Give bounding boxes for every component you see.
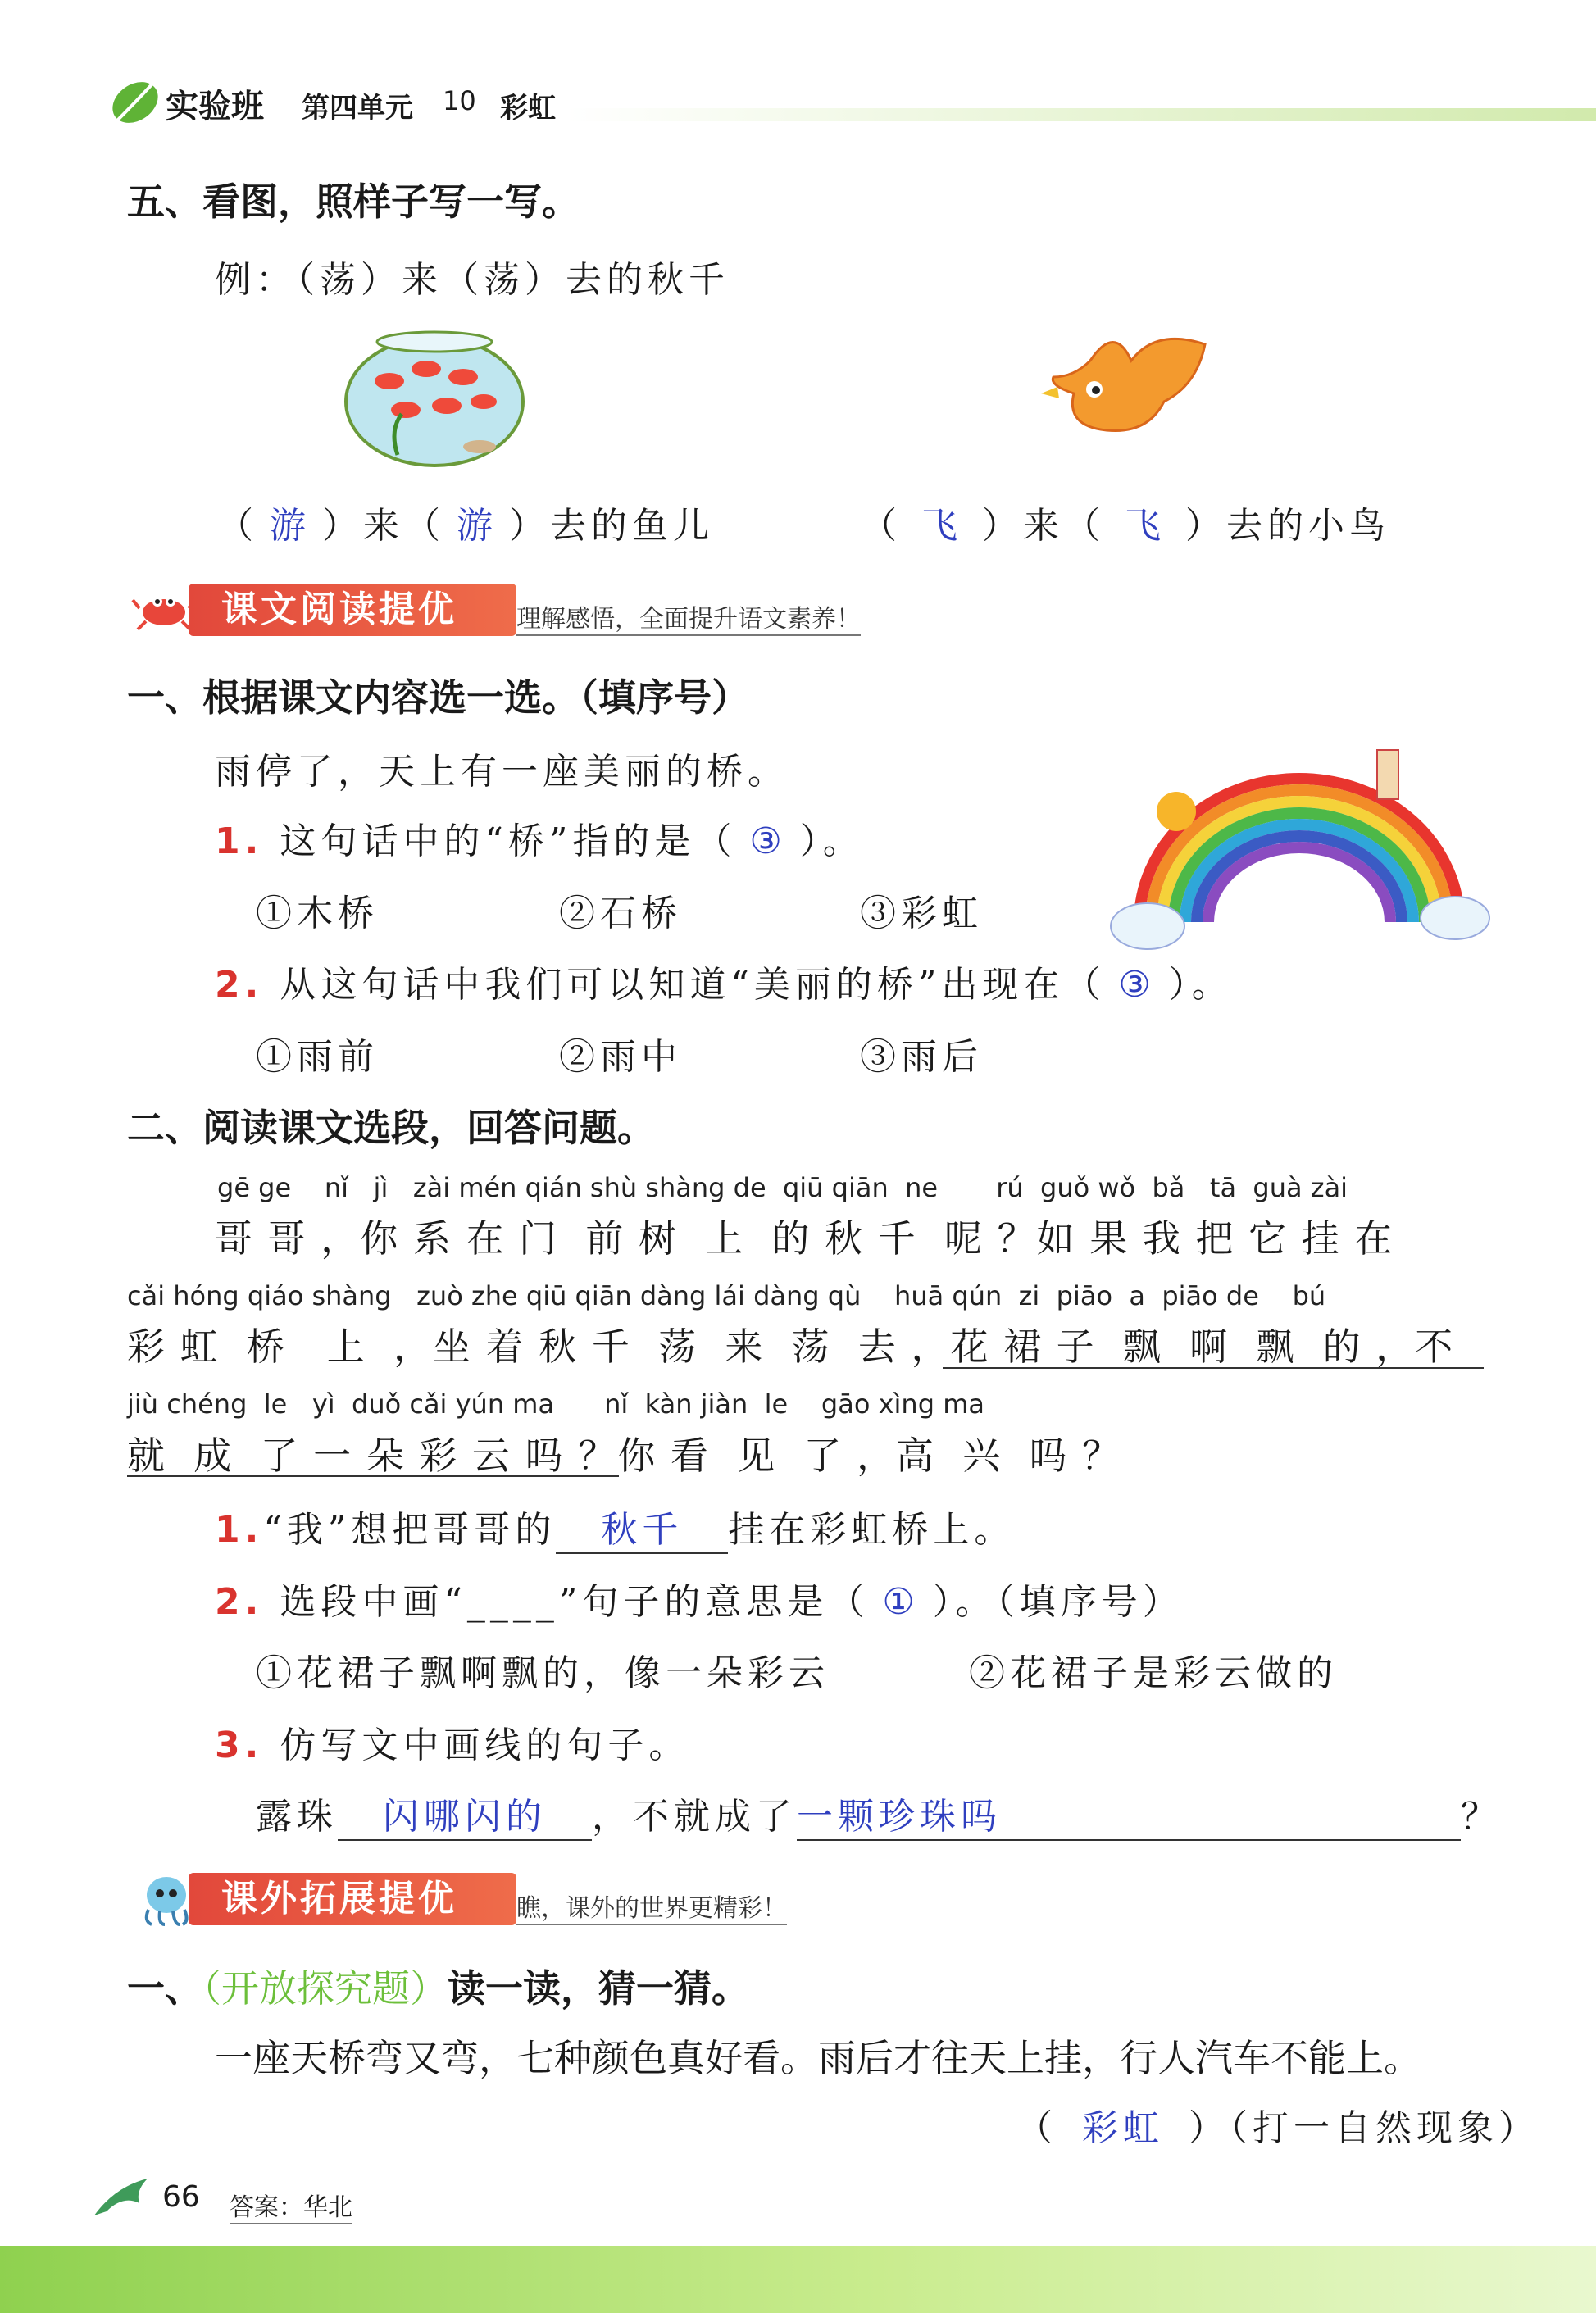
passage-underline-2 — [943, 1367, 1484, 1369]
crab-icon — [131, 584, 197, 633]
leaf-logo-icon — [107, 74, 164, 131]
lesson-number: 10 — [443, 85, 476, 116]
q1-sub2-answer: ③ — [1118, 964, 1156, 1006]
q1-sub2-number: 2. — [215, 964, 264, 1006]
fish-answer-2: 游 — [457, 505, 498, 547]
footer-green-band — [0, 2246, 1596, 2313]
header — [107, 74, 1549, 131]
passage-pinyin-2: cǎi hóng qiáo shàng zuò zhe qiū qiān dàng lái dàng qù huā qún zi piāo a piāo de bú — [127, 1280, 1326, 1311]
rainbow-illustration — [1107, 734, 1492, 955]
fishbowl-illustration — [340, 324, 529, 467]
q1-sub1-option-a: ①木桥 — [256, 893, 379, 934]
octopus-icon — [135, 1870, 197, 1928]
q3-answer: 彩虹 — [1082, 2107, 1164, 2149]
q2-sub3-answer-2: 一颗珍珠吗 — [797, 1787, 1461, 1841]
q2-sub3-title: 3. 仿写文中画线的句子。 — [215, 1725, 690, 1766]
bird-answer-1: 飞 — [921, 505, 962, 547]
q2-sub1-number: 1. — [215, 1509, 264, 1551]
q2-sub2: 2. 选段中画“____”句子的意思是（ ① ）。（填序号） — [215, 1581, 1184, 1623]
q1-sub1-option-b: ②石桥 — [559, 893, 682, 934]
answer-note: 答案：华北 — [230, 2187, 352, 2224]
banner-reading-tag: 理解感悟，全面提升语文素养！ — [516, 598, 861, 636]
banner-reading: 课文阅读提优 — [189, 584, 516, 636]
q1-sub2-option-b: ②雨中 — [559, 1036, 682, 1078]
banner-extension: 课外拓展提优 — [189, 1873, 516, 1925]
q2-title: 二、阅读课文选段，回答问题。 — [127, 1106, 655, 1150]
fish-answer-1: 游 — [270, 505, 311, 547]
passage-pinyin-1: gē ge nǐ jì zài mén qián shù shàng de qiū qiān ne rú guǒ wǒ bǎ tā guà zài — [217, 1172, 1348, 1203]
passage-pinyin-3: jiù chéng le yì duǒ cǎi yún ma nǐ kàn jiàn le gāo xìng ma — [127, 1388, 984, 1420]
q1-sub2: 2. 从这句话中我们可以知道“美丽的桥”出现在（ ③ ）。 — [215, 964, 1233, 1006]
section5-title: 五、看图，照样子写一写。 — [127, 179, 580, 224]
passage-line-1: 哥 哥 ，你 系 在 门 前 树 上 的 秋 千 呢 ？如 果 我 把 它 挂 在 — [215, 1216, 1394, 1261]
q2-sub1: 1.“我”想把哥哥的 秋千 挂在彩虹桥上。 — [215, 1500, 1015, 1554]
passage-underline-3 — [127, 1475, 619, 1477]
q1-sub1-option-c: ③彩虹 — [860, 893, 983, 934]
q1-sub2-option-c: ③雨后 — [860, 1036, 983, 1078]
bird-illustration — [1041, 328, 1230, 451]
bird-answer-row: （ 飞 ）来（ 飞 ）去的小鸟 — [861, 505, 1390, 547]
q2-sub2-answer: ① — [882, 1581, 920, 1623]
q1-sub2-option-a: ①雨前 — [256, 1036, 379, 1078]
q1-sentence: 雨停了，天上有一座美丽的桥。 — [215, 751, 789, 793]
q2-sub2-number: 2. — [215, 1581, 264, 1623]
q3-tag: （开放探究题） — [202, 1966, 448, 2011]
lesson-title: 彩虹 — [500, 92, 556, 125]
brand-label: 实验班 — [166, 88, 264, 125]
q3-riddle: 一座天桥弯又弯，七种颜色真好看。雨后才往天上挂，行人汽车不能上。 — [215, 2036, 1421, 2080]
q1-title: 一、根据课文内容选一选。（填序号） — [127, 675, 749, 720]
q1-sub1-number: 1. — [215, 820, 264, 862]
q2-sub1-answer: 秋千 — [556, 1500, 728, 1554]
q3-answer-row: （ 彩虹 ）（打一自然现象） — [1016, 2107, 1539, 2149]
fish-answer-row: （ 游 ）来（ 游 ）去的鱼儿 — [217, 505, 714, 547]
q2-sub3-answer-1: 闪哪闪的 — [338, 1787, 592, 1841]
q2-sub2-option-a: ①花裙子飘啊飘的，像一朵彩云 — [256, 1652, 830, 1694]
passage-line-2: 彩 虹 桥 上 ，坐 着 秋 千 荡 来 荡 去 ，花 裙 子 飘 啊 飘 的 ，不 — [127, 1325, 1455, 1369]
q1-sub1: 1. 这句话中的“桥”指的是（ ③ ）。 — [215, 820, 864, 862]
q3-title-row: 一、（开放探究题）读一读，猜一猜。 — [127, 1966, 749, 2011]
header-green-bar — [566, 108, 1596, 121]
section5-example: 例：（荡）来（荡）去的秋千 — [215, 259, 730, 301]
q2-sub2-option-b: ②花裙子是彩云做的 — [969, 1652, 1338, 1694]
dolphin-icon — [90, 2170, 156, 2220]
passage-line-3: 就 成 了 一 朵 彩 云 吗 ？你 看 见 了 ，高 兴 吗 ？ — [127, 1434, 1122, 1478]
banner-extension-tag: 瞧，课外的世界更精彩！ — [516, 1888, 787, 1925]
bird-answer-2: 飞 — [1125, 505, 1166, 547]
q2-sub3-answer-row: 露珠 闪哪闪的 ，不就成了一颗珍珠吗 ？ — [256, 1787, 1502, 1841]
unit-label: 第四单元 — [302, 92, 413, 125]
q1-sub1-answer: ③ — [749, 820, 787, 862]
q2-sub3-number: 3. — [215, 1725, 264, 1766]
page-number: 66 — [162, 2180, 200, 2214]
